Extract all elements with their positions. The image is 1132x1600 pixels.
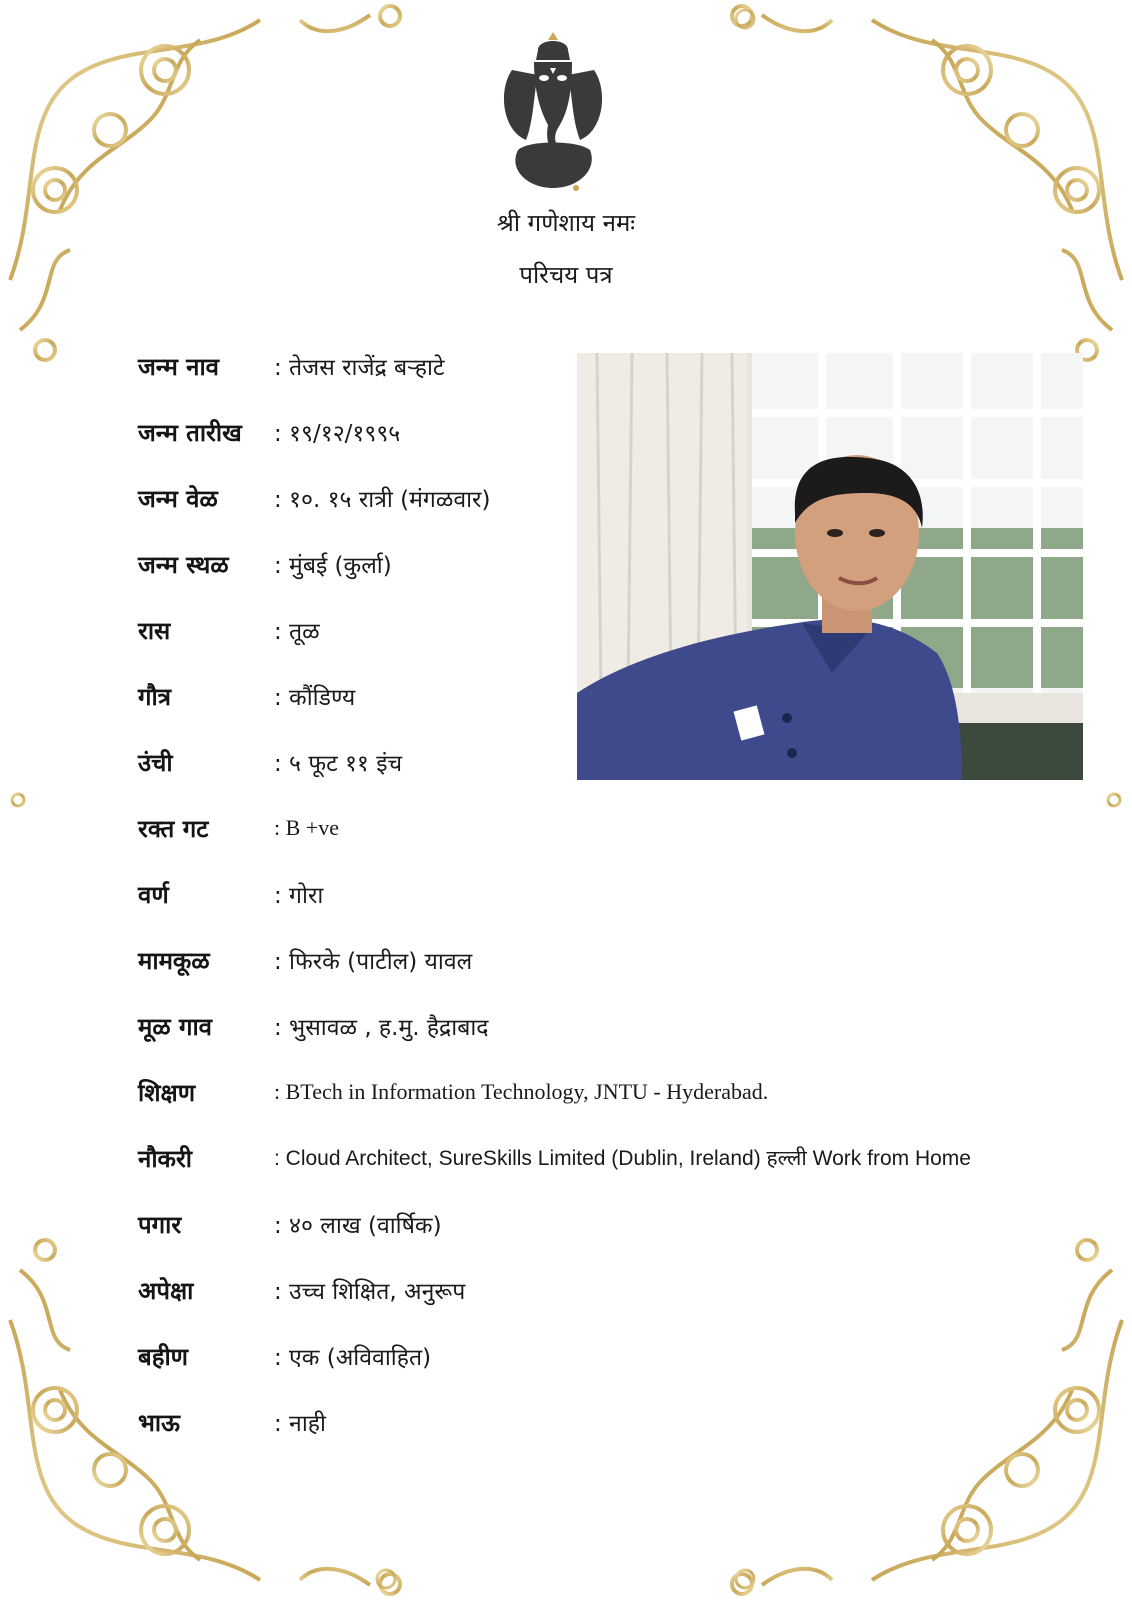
detail-label: जन्म वेळ (138, 484, 218, 513)
detail-row-height (138, 742, 402, 782)
detail-value: : भुसावळ , ह.मु. हैद्राबाद (274, 1015, 489, 1041)
ganesha-icon (498, 30, 608, 195)
detail-value: : मुंबई (कुर्ला) (274, 553, 392, 579)
detail-row-zodiac (138, 610, 320, 650)
invocation-heading: श्री गणेशाय नमः (496, 209, 636, 237)
detail-row-expectation (138, 1270, 465, 1310)
detail-label: उंची (138, 748, 173, 777)
detail-label: गौत्र (138, 682, 171, 711)
detail-value: : उच्च शिक्षित, अनुरूप (274, 1279, 466, 1305)
detail-row-birth-time (138, 478, 490, 518)
detail-label: रास (138, 616, 171, 645)
detail-row-education (138, 1072, 768, 1112)
detail-label: शिक्षण (138, 1078, 196, 1107)
detail-row-blood-group (138, 808, 339, 848)
detail-label: रक्त गट (138, 814, 209, 843)
detail-row-brother (138, 1402, 326, 1442)
detail-label: जन्म तारीख (138, 418, 242, 447)
detail-row-complexion (138, 874, 323, 914)
detail-value: : BTech in Information Technology, JNTU - Hyderabad. (274, 1079, 769, 1104)
detail-row-maternal-family (138, 940, 472, 980)
detail-value: : ४० लाख (वार्षिक) (274, 1213, 442, 1239)
detail-row-birth-place (138, 544, 392, 584)
detail-value: : एक (अविवाहित) (274, 1345, 432, 1371)
detail-value: : गोरा (274, 883, 324, 909)
detail-label: नौकरी (138, 1144, 192, 1173)
detail-value: : तेजस राजेंद्र बऱ्हाटे (274, 355, 445, 381)
profile-photo (577, 353, 1083, 780)
detail-value: : Cloud Architect, SureSkills Limited (Dublin, Ireland) हल्ली Work from Home (274, 1147, 971, 1170)
detail-label: मामकूळ (138, 946, 210, 975)
detail-label: जन्म नाव (138, 352, 220, 381)
detail-label: भाऊ (138, 1408, 180, 1437)
detail-value: : नाही (274, 1411, 326, 1437)
detail-value: : B +ve (274, 815, 339, 840)
detail-row-sister (138, 1336, 431, 1376)
detail-value: : ५ फूट ११ इंच (274, 751, 403, 777)
detail-value: : तूळ (274, 619, 320, 645)
page-title: परिचय पत्र (519, 261, 613, 289)
detail-row-birth-date (138, 412, 400, 452)
detail-value: : फिरके (पाटील) यावल (274, 949, 473, 975)
detail-value: : १९/१२/१९९५ (274, 421, 401, 447)
detail-row-salary (138, 1204, 442, 1244)
detail-label: वर्ण (138, 880, 169, 909)
detail-row-job (138, 1138, 971, 1178)
detail-label: जन्म स्थळ (138, 550, 229, 579)
detail-row-native-place (138, 1006, 489, 1046)
detail-row-gotra (138, 676, 355, 716)
detail-row-name (138, 346, 445, 386)
detail-value: : कौंडिण्य (274, 685, 356, 711)
detail-label: अपेक्षा (138, 1276, 194, 1305)
detail-label: बहीण (138, 1342, 189, 1371)
detail-label: मूळ गाव (138, 1012, 213, 1041)
detail-label: पगार (138, 1210, 182, 1239)
detail-value: : १०. १५ रात्री (मंगळवार) (274, 487, 491, 513)
